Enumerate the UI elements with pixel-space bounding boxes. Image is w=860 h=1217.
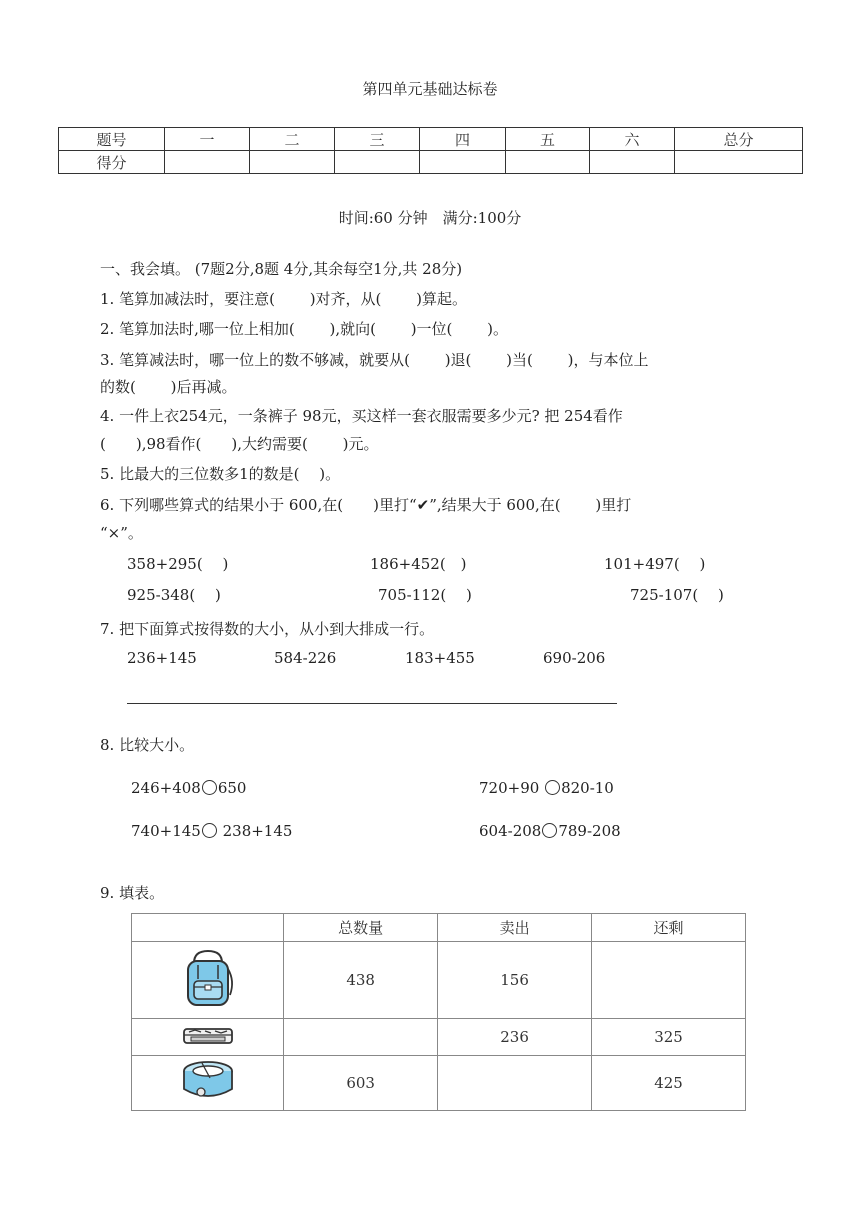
question-5: 5. 比最大的三位数多1的数是( )。 bbox=[100, 465, 341, 483]
q6-expression: 705-112( ) bbox=[378, 586, 472, 604]
score-header-cell: 三 bbox=[335, 128, 420, 151]
q6-expression: 725-107( ) bbox=[630, 586, 724, 604]
score-row-label: 得分 bbox=[59, 151, 165, 174]
score-header-cell: 二 bbox=[250, 128, 335, 151]
answer-cell[interactable] bbox=[284, 1019, 438, 1056]
score-input-cell[interactable] bbox=[675, 151, 803, 174]
q8-left: 246+408 bbox=[131, 779, 201, 797]
q6-expression: 925-348( ) bbox=[127, 586, 221, 604]
compare-circle[interactable] bbox=[542, 823, 557, 838]
table-row bbox=[132, 1019, 746, 1056]
q8-right: 789-208 bbox=[558, 822, 621, 840]
question-3-line-1: 3. 笔算减法时，哪一位上的数不够减，就要从( )退( )当( )，与本位上 bbox=[100, 351, 649, 369]
pencil-case-icon bbox=[181, 1023, 235, 1047]
score-input-cell[interactable] bbox=[506, 151, 590, 174]
q6-expression: 186+452( ) bbox=[370, 555, 467, 573]
compare-circle[interactable] bbox=[545, 780, 560, 795]
table-cell: 438 bbox=[284, 942, 438, 1019]
score-input-cell[interactable] bbox=[590, 151, 675, 174]
score-table-header-row bbox=[59, 128, 803, 151]
score-header-cell: 五 bbox=[506, 128, 590, 151]
question-1: 1. 笔算加减法时，要注意( )对齐，从( )算起。 bbox=[100, 290, 468, 308]
compare-circle[interactable] bbox=[202, 780, 217, 795]
table-cell: 325 bbox=[592, 1019, 746, 1056]
q6-expression: 101+497( ) bbox=[604, 555, 706, 573]
score-input-cell[interactable] bbox=[165, 151, 250, 174]
fill-table-header: 卖出 bbox=[438, 914, 592, 942]
answer-cell[interactable] bbox=[592, 942, 746, 1019]
score-header-cell: 六 bbox=[590, 128, 675, 151]
table-cell: 236 bbox=[438, 1019, 592, 1056]
score-input-cell[interactable] bbox=[335, 151, 420, 174]
q8-left: 740+145 bbox=[131, 822, 201, 840]
table-cell: 425 bbox=[592, 1056, 746, 1111]
fill-table-header-row bbox=[132, 914, 746, 942]
question-6-line-2: “×”。 bbox=[100, 524, 143, 542]
q8-right: 650 bbox=[217, 779, 247, 797]
question-6-line-1: 6. 下列哪些算式的结果小于 600,在( )里打“✔”,结果大于 600,在( )里打 bbox=[100, 496, 632, 514]
question-7: 7. 把下面算式按得数的大小，从小到大排成一行。 bbox=[100, 620, 435, 638]
fill-table-header: 还剩 bbox=[592, 914, 746, 942]
table-row bbox=[132, 942, 746, 1019]
question-4-line-2: ( ),98看作( ),大约需要( )元。 bbox=[100, 435, 379, 453]
q8-comparison bbox=[131, 822, 292, 840]
table-row bbox=[132, 1056, 746, 1111]
q6-expression: 358+295( ) bbox=[127, 555, 229, 573]
fill-table bbox=[131, 913, 746, 1111]
q7-expression: 236+145 bbox=[127, 649, 197, 667]
score-header-cell: 题号 bbox=[59, 128, 165, 151]
score-header-cell: 一 bbox=[165, 128, 250, 151]
answer-cell[interactable] bbox=[438, 1056, 592, 1111]
table-cell: 156 bbox=[438, 942, 592, 1019]
score-table-score-row bbox=[59, 151, 803, 174]
answer-line[interactable] bbox=[127, 703, 617, 704]
backpack-icon bbox=[180, 947, 236, 1009]
tape-roll-icon bbox=[180, 1059, 236, 1103]
q8-right: 820-10 bbox=[561, 779, 614, 797]
q8-left: 604-208 bbox=[479, 822, 542, 840]
q8-left: 720+90 bbox=[479, 779, 545, 797]
section-heading: 一、我会填。 (7题2分,8题 4分,其余每空1分,共 28分) bbox=[100, 260, 463, 278]
q8-comparison bbox=[131, 779, 246, 797]
score-header-cell: 四 bbox=[420, 128, 506, 151]
q8-comparison bbox=[479, 779, 614, 797]
score-input-cell[interactable] bbox=[250, 151, 335, 174]
item-image-cell bbox=[132, 942, 284, 1019]
page-title: 第四单元基础达标卷 bbox=[362, 80, 498, 98]
question-9: 9. 填表。 bbox=[100, 884, 165, 902]
question-4-line-1: 4. 一件上衣254元，一条裤子 98元，买这样一套衣服需要多少元? 把 254看作 bbox=[100, 407, 623, 425]
score-header-cell: 总分 bbox=[675, 128, 803, 151]
table-cell: 603 bbox=[284, 1056, 438, 1111]
question-3-line-2: 的数( )后再减。 bbox=[100, 378, 237, 396]
question-2: 2. 笔算加法时,哪一位上相加( ),就向( )一位( )。 bbox=[100, 320, 509, 338]
q7-expression: 584-226 bbox=[274, 649, 337, 667]
q8-right: 238+145 bbox=[217, 822, 293, 840]
score-input-cell[interactable] bbox=[420, 151, 506, 174]
q7-expression: 183+455 bbox=[405, 649, 475, 667]
item-image-cell bbox=[132, 1056, 284, 1111]
score-table bbox=[58, 127, 803, 174]
fill-table-corner bbox=[132, 914, 284, 942]
item-image-cell bbox=[132, 1019, 284, 1056]
fill-table-header: 总数量 bbox=[284, 914, 438, 942]
question-8: 8. 比较大小。 bbox=[100, 736, 195, 754]
compare-circle[interactable] bbox=[202, 823, 217, 838]
q8-comparison bbox=[479, 822, 621, 840]
time-info: 时间:60 分钟 满分:100分 bbox=[338, 209, 522, 227]
q7-expression: 690-206 bbox=[543, 649, 606, 667]
